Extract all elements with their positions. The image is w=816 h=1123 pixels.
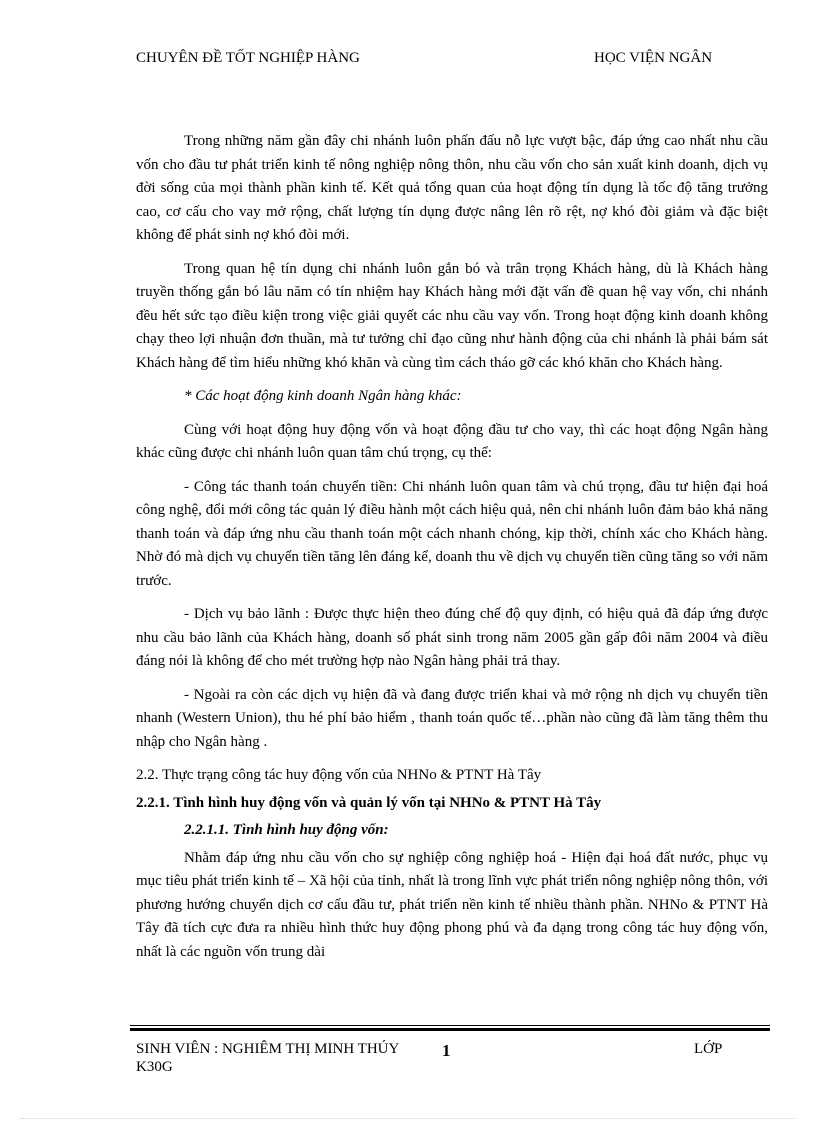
document-body [136, 130, 768, 974]
header-right-text: HỌC VIỆN NGÂN [594, 50, 713, 66]
footer-class-label: LỚP [694, 1041, 723, 1057]
header-left-text: CHUYÊN ĐỀ TỐT NGHIỆP HÀNG [136, 50, 360, 66]
footer-student-name: SINH VIÊN : NGHIÊM THỊ MINH THÚY K30G [136, 1041, 399, 1075]
paragraph: Trong quan hệ tín dụng chi nhánh luôn gắn bó và trân trọng Khách hàng, dù là Khách hàng truyền thống gắn bó lâu năm có tín nhiệm hay Khách hàng mới đặt vấn đề quan hệ vay vốn, chi nhánh đều hết sức tạo điều kiện trong việc giải quyết các nhu cầu vay vốn. Trong hoạt động kinh doanh không chạy theo lợi nhuận đơn thuần, mà tư tưởng chỉ đạo cũng như hành động của chi nhánh là phải bám sát Khách hàng để tìm hiểu những khó khăn và cùng tìm cách tháo gỡ các khó khăn cho Khách hàng. [136, 260, 768, 371]
page-number: 1 [442, 1041, 451, 1060]
page-bottom-border [20, 1118, 796, 1119]
section-heading-2-2-1-1: 2.2.1.1. Tình hình huy động vốn: [184, 822, 389, 838]
paragraph: - Ngoài ra còn các dịch vụ hiện đã và đang được triển khai và mở rộng nh dịch vụ chuyển tiền nhanh (Western Union), thu hé phí bảo hiểm , thanh toán quốc tế…phần nào cũng đã làm tăng thêm thu nhập cho Ngân hàng . [136, 686, 768, 750]
footer-rule-thick [130, 1028, 770, 1031]
subheading-other-activities: * Các hoạt động kinh doanh Ngân hàng khác: [184, 388, 462, 404]
paragraph: - Công tác thanh toán chuyển tiền: Chi nhánh luôn quan tâm và chú trọng, đầu tư hiện đại hoá công nghệ, đổi mới công tác quản lý điều hành một cách hiệu quả, nên chi nhánh luôn đảm bảo khả năng thanh toán và đáp ứng nhu cầu thanh toán một cách nhanh chóng, kịp thời, chính xác cho Khách hàng. Nhờ đó mà dịch vụ chuyển tiền tăng lên đáng kể, doanh thu về dịch vụ chuyển tiền cũng tăng so với năm trước. [136, 478, 768, 589]
paragraph: Trong những năm gần đây chi nhánh luôn phấn đấu nỗ lực vượt bậc, đáp ứng cao nhất nhu cầu vốn cho đầu tư phát triển kinh tế nông nghiệp nông thôn, nhu cầu vốn cho sản xuất kinh doanh, dịch vụ đời sống của mọi thành phần kinh tế. Kết quả tổng quan của hoạt động tín dụng là tốc độ tăng trưởng cao, cơ cấu cho vay mở rộng, chất lượng tín dụng được nâng lên rõ rệt, nợ khó đòi giảm và đặc biệt không để phát sinh nợ khó đòi mới. [136, 133, 768, 243]
paragraph: - Dịch vụ bảo lãnh : Được thực hiện theo đúng chế độ quy định, có hiệu quả đã đáp ứng được nhu cầu bảo lãnh của Khách hàng, doanh số phát sinh trong năm 2005 gần gấp đôi năm 2004 và điều đáng nói là không để cho mét trường hợp nào Ngân hàng phải trả thay. [136, 606, 768, 669]
paragraph: Nhằm đáp ứng nhu cầu vốn cho sự nghiệp công nghiệp hoá - Hiện đại hoá đất nước, phục vụ mục tiêu phát triển kinh tế – Xã hội của tỉnh, nhất là trong lĩnh vực phát triển nông nghiệp nông thôn, với phương hướng chuyển dịch cơ cấu đầu tư, phát triển nền kinh tế nhiều thành phần. NHNo & PTNT Hà Tây đã tích cực đưa ra nhiều hình thức huy động phong phú và đa dạng trong công tác huy động vốn, nhất là các nguồn vốn trung dài [136, 849, 768, 960]
footer-rule-thin [130, 1025, 770, 1026]
section-heading-2-2-1: 2.2.1. Tình hình huy động vốn và quản lý vốn tại NHNo & PTNT Hà Tây [136, 794, 602, 811]
paragraph: Cùng với hoạt động huy động vốn và hoạt động đầu tư cho vay, thì các hoạt động Ngân hàng khác cũng được chi nhánh luôn quan tâm chú trọng, cụ thể: [136, 421, 768, 461]
section-heading-2-2: 2.2. Thực trạng công tác huy động vốn của NHNo & PTNT Hà Tây [136, 767, 542, 783]
